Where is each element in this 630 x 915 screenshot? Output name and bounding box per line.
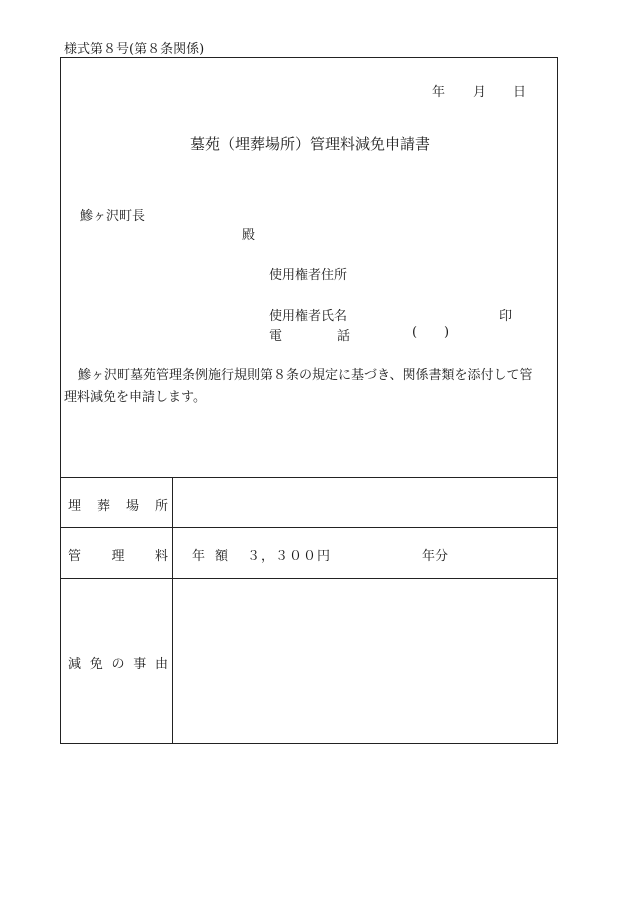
reduction-reason-label-char: 由 bbox=[154, 657, 168, 672]
fee-amount: ３，３００円 bbox=[247, 549, 332, 564]
table-row-divider-1 bbox=[60, 527, 558, 528]
document-title: 墓苑（埋葬場所）管理料減免申請書 bbox=[189, 135, 430, 153]
table-row-divider-2 bbox=[60, 578, 558, 579]
phone-paren-close: ) bbox=[444, 325, 450, 340]
burial-place-label-char: 葬 bbox=[96, 499, 110, 514]
fee-year-suffix: 年分 bbox=[422, 549, 449, 564]
management-fee-label-char: 料 bbox=[154, 549, 168, 564]
addressee-honorific: 殿 bbox=[242, 228, 256, 243]
reduction-reason-label-char: 減 bbox=[68, 657, 82, 672]
burial-place-label-char: 所 bbox=[154, 499, 168, 514]
reduction-reason-label-char: 事 bbox=[133, 657, 147, 672]
reduction-reason-label-char: 免 bbox=[89, 657, 103, 672]
form-number-label: 様式第８号(第８条関係) bbox=[64, 42, 205, 57]
table-column-divider bbox=[172, 478, 173, 744]
phone-label-char-1: 電 bbox=[269, 329, 283, 344]
date-day-label: 日 bbox=[513, 85, 527, 100]
burial-place-label-char: 埋 bbox=[68, 499, 82, 514]
reduction-reason-label bbox=[68, 653, 168, 672]
addressee-mayor: 鰺ヶ沢町長 bbox=[80, 209, 146, 224]
table-top-border bbox=[60, 477, 558, 478]
date-month-label: 月 bbox=[473, 85, 487, 100]
application-statement bbox=[64, 365, 534, 409]
management-fee-label bbox=[68, 545, 168, 564]
seal-mark: 印 bbox=[499, 309, 513, 324]
applicant-address-label: 使用権者住所 bbox=[269, 268, 348, 283]
fee-prefix-year: 年 bbox=[192, 549, 206, 564]
burial-place-label bbox=[68, 495, 168, 514]
management-fee-label-char: 管 bbox=[68, 549, 82, 564]
phone-label-char-2: 話 bbox=[337, 329, 351, 344]
application-statement-text: 鰺ヶ沢町墓苑管理条例施行規則第８条の規定に基づき、関係書類を添付して管理料減免を申請します。 bbox=[64, 368, 533, 405]
date-year-label: 年 bbox=[432, 85, 446, 100]
reduction-reason-label-char: の bbox=[111, 657, 125, 672]
management-fee-label-char: 理 bbox=[111, 549, 125, 564]
fee-prefix-amount: 額 bbox=[215, 549, 229, 564]
applicant-name-label: 使用権者氏名 bbox=[269, 309, 348, 324]
burial-place-label-char: 場 bbox=[125, 499, 139, 514]
phone-paren-open: ( bbox=[412, 325, 418, 340]
